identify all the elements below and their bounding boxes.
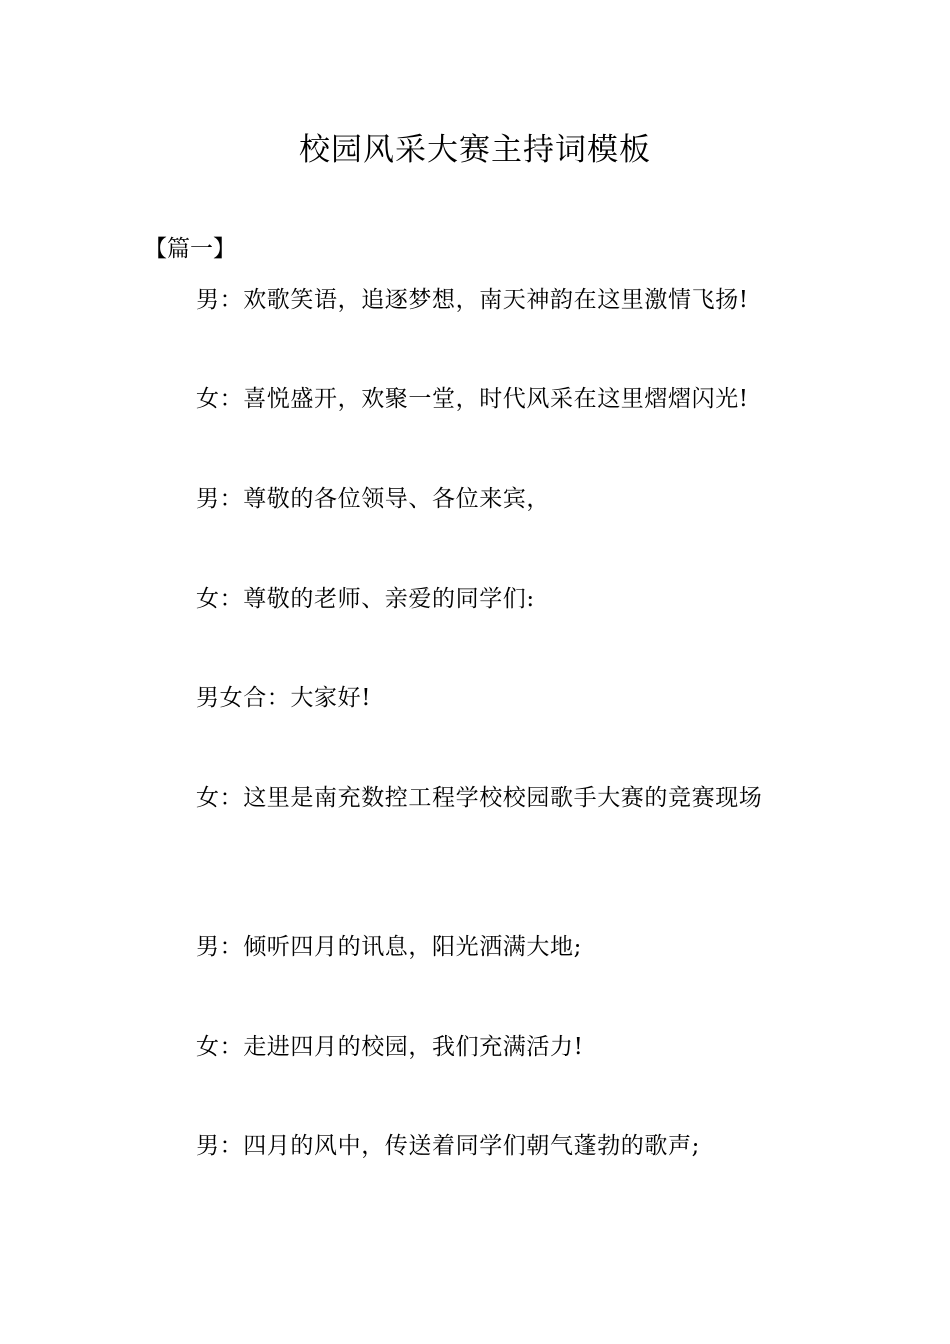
paragraph-2: 女：喜悦盛开，欢聚一堂，时代风采在这里熠熠闪光!	[196, 386, 749, 412]
paragraph-5: 男女合：大家好!	[196, 685, 372, 711]
paragraph-1: 男：欢歌笑语，追逐梦想，南天神韵在这里激情飞扬!	[196, 287, 749, 313]
document-title: 校园风采大赛主持词模板	[299, 132, 651, 168]
paragraph-3: 男：尊敬的各位领导、各位来宾，	[196, 486, 550, 512]
paragraph-8: 女：走进四月的校园，我们充满活力!	[196, 1034, 584, 1060]
paragraph-4: 女：尊敬的老师、亲爱的同学们:	[196, 586, 535, 612]
paragraph-7: 男：倾听四月的讯息，阳光洒满大地;	[196, 934, 582, 960]
paragraph-9: 男：四月的风中，传送着同学们朝气蓬勃的歌声;	[196, 1133, 700, 1159]
section-label: 【篇一】	[144, 236, 236, 262]
paragraph-6: 女：这里是南充数控工程学校校园歌手大赛的竞赛现场	[196, 785, 763, 811]
